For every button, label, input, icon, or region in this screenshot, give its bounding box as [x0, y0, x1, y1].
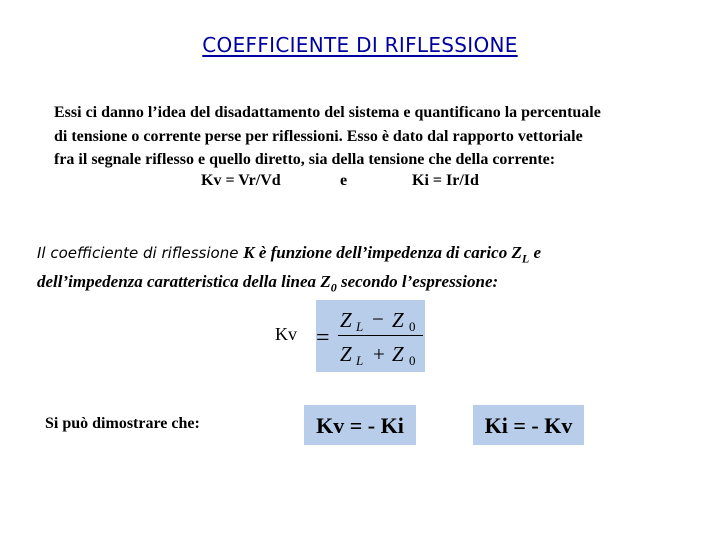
- z0-symbol: Z: [320, 272, 331, 292]
- definition-line-1: [37, 241, 697, 270]
- z0-subscript: 0: [330, 280, 337, 295]
- definition-paragraph: [37, 241, 697, 300]
- numerator-minus: −: [372, 307, 384, 331]
- equation-box: [316, 300, 425, 372]
- formula-kv: Kv = Vr/Vd: [201, 172, 281, 189]
- intro-line: di tensione o corrente perse per riflessioni. Esso è dato dal rapporto vettoriale: [54, 127, 583, 145]
- intro-line: fra il segnale riflesso e quello diretto, sia della tensione che della corrente:: [54, 151, 556, 168]
- page-title: COEFFICIENTE DI RIFLESSIONE: [202, 33, 518, 57]
- denominator-plus: +: [373, 342, 385, 366]
- intro-paragraph: [54, 101, 684, 172]
- equals-sign: =: [316, 325, 330, 351]
- numerator-zb: Z: [392, 308, 404, 332]
- denominator-zb: Z: [392, 342, 404, 366]
- definition-line1-end: e: [529, 243, 541, 262]
- zl-symbol: Z: [511, 243, 522, 262]
- equation-lhs: Kv: [275, 324, 297, 344]
- denominator-za: Z: [340, 342, 352, 366]
- denominator-zb-sub: 0: [409, 353, 416, 368]
- definition-bold-2: dell’impedenza caratteristica della linea: [37, 272, 321, 292]
- result-box-ki: Ki = - Kv: [473, 405, 584, 445]
- numerator-za-sub: L: [356, 319, 364, 334]
- definition-bold-1: K è funzione dell’impedenza di carico: [243, 243, 512, 262]
- zl-subscript: L: [521, 251, 530, 266]
- note-text: Si può dimostrare che:: [45, 415, 200, 432]
- formula-conjunction: e: [340, 172, 348, 189]
- equation-fraction: [316, 300, 425, 372]
- definition-line2-end: secondo l’espressione:: [336, 272, 499, 292]
- definition-lead: Il coefficiente di riflessione: [37, 244, 244, 262]
- definition-line-2: [37, 270, 697, 299]
- intro-line: Essi ci danno l’idea del disadattamento del sistema e quantificano la percentuale: [54, 104, 601, 121]
- numerator-za: Z: [340, 308, 352, 332]
- denominator-za-sub: L: [356, 353, 364, 368]
- formula-ki: Ki = Ir/Id: [412, 172, 479, 189]
- result-box-kv: Kv = - Ki: [304, 405, 416, 445]
- numerator-zb-sub: 0: [409, 319, 416, 334]
